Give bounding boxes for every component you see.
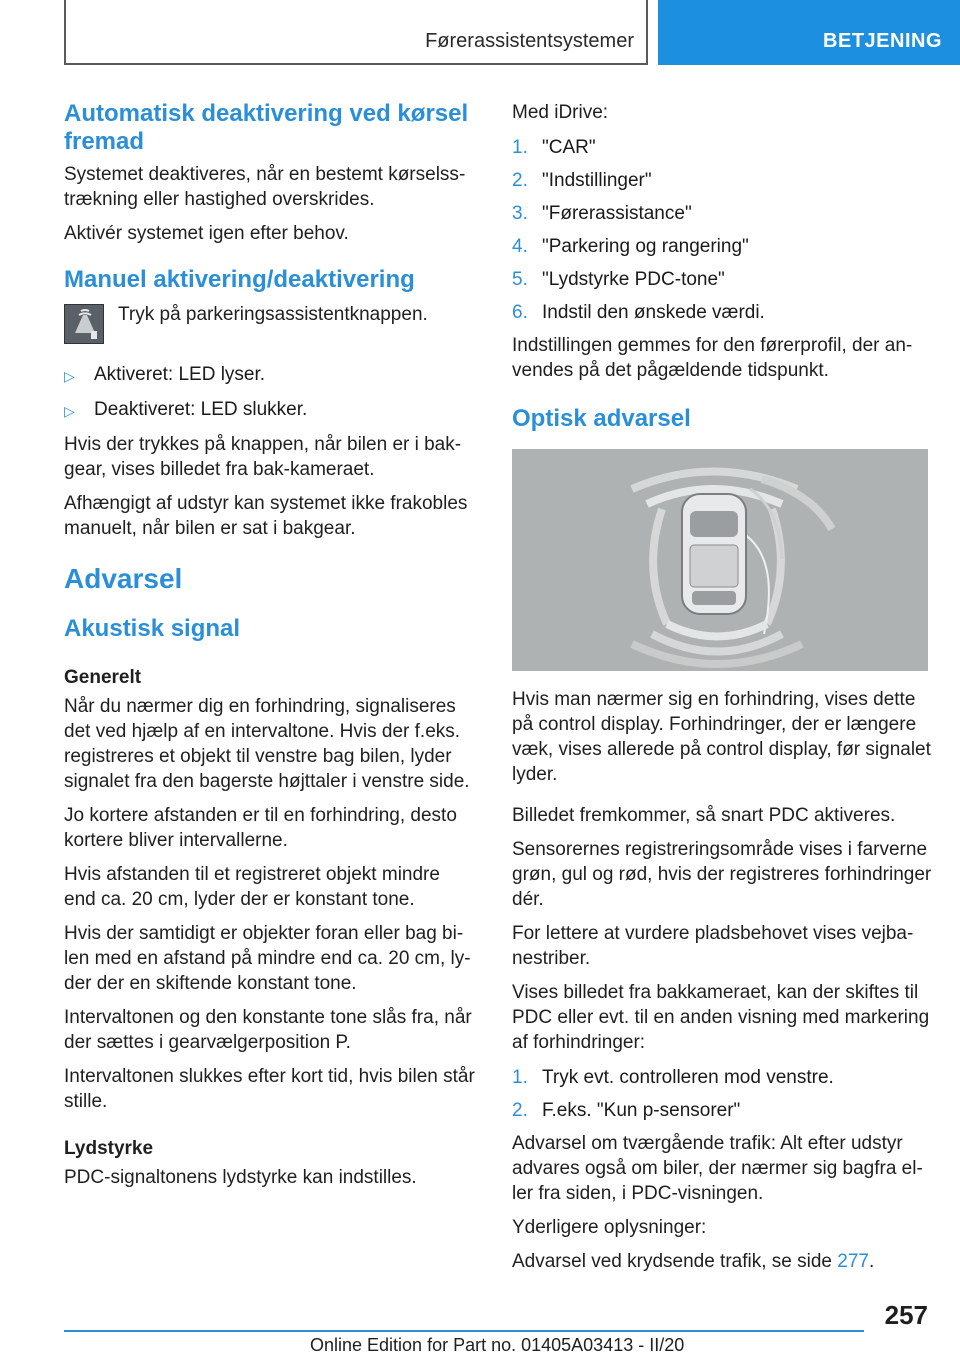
- list-item: ▷ Deaktiveret: LED slukker.: [64, 397, 476, 424]
- page-number: 257: [884, 1300, 928, 1330]
- paragraph: Vises billedet fra bakkameraet, kan der skiftes til PDC eller evt. til en anden visning med markering af forhindringer:: [512, 982, 930, 1053]
- paragraph: Aktivér systemet igen efter behov.: [64, 223, 349, 244]
- right-column: [512, 100, 932, 1283]
- list-item: 1. "CAR": [512, 137, 596, 158]
- heading-warning: Advarsel: [64, 563, 183, 594]
- paragraph: For lettere at vurdere pladsbehovet vises vejbanestriber.: [512, 923, 914, 969]
- paragraph: Intervaltonen og den konstante tone slås fra, når der sættes i gearvælgerposition P.: [64, 1007, 472, 1053]
- paragraph: Intervaltonen slukkes efter kort tid, hvis bilen står stille.: [64, 1066, 475, 1112]
- camera-switch-steps: [512, 1065, 932, 1123]
- list-item: 2. "Indstillinger": [512, 170, 652, 191]
- list-item: 6. Indstil den ønskede værdi.: [512, 302, 765, 323]
- chapter-title: Førerassistentsystemer: [425, 30, 634, 52]
- triangle-bullet-icon: ▷: [64, 368, 75, 384]
- paragraph: Afhængigt af udstyr kan systemet ikke frakobles manuelt, når bilen er sat i bakgear.: [64, 493, 468, 539]
- paragraph: Jo kortere afstanden er til en forhindring, desto kortere bliver intervallerne.: [64, 805, 457, 851]
- heading-auto-deactivation: Automatisk deaktivering ved kørsel fremad: [64, 100, 469, 155]
- heading-acoustic-signal: Akustisk signal: [64, 615, 241, 642]
- paragraph: Systemet deaktiveres, når en bestemt kørselsstrækning eller hastighed overskrides.: [64, 164, 466, 210]
- paragraph: Hvis afstanden til et registreret objekt mindre end ca. 20 cm, lyder der er konstant tone.: [64, 864, 440, 910]
- paragraph: Med iDrive:: [512, 102, 609, 123]
- button-instruction: Tryk på parkeringsassistentknappen.: [118, 304, 428, 325]
- page-link[interactable]: 277: [837, 1251, 869, 1272]
- list-item: 3. "Førerassistance": [512, 203, 692, 224]
- list-item: 1. Tryk evt. controlleren mod venstre.: [512, 1067, 834, 1088]
- paragraph: Når du nærmer dig en forhindring, signaliseres det ved hjælp af en intervaltone. Hvis der f.eks. registreres et objekt til venstre bag bilen, lyder signalet fra den bagerste højttaler i venstre side.: [64, 696, 470, 792]
- parking-assistant-button-icon: [64, 304, 104, 344]
- triangle-bullet-icon: ▷: [64, 403, 75, 419]
- heading-volume: Lydstyrke: [64, 1138, 154, 1159]
- list-item: 5. "Lydstyrke PDC-tone": [512, 269, 725, 290]
- paragraph: Yderligere oplysninger:: [512, 1217, 707, 1238]
- heading-general: Generelt: [64, 667, 142, 688]
- led-status-list: [64, 362, 476, 424]
- paragraph: Billedet fremkommer, så snart PDC aktiveres.: [512, 805, 896, 826]
- idrive-steps: [512, 135, 932, 325]
- heading-manual-activation: Manuel aktivering/deaktivering: [64, 266, 415, 293]
- paragraph: Advarsel om tværgående trafik: Alt efter udstyr advares også om biler, der nærmer sig bagfra eller fra siden, i PDC-visningen.: [512, 1133, 923, 1204]
- list-item: 4. "Parkering og rangering": [512, 236, 749, 257]
- paragraph: Hvis der trykkes på knappen, når bilen er i bakgear, vises billedet fra bak-kameraet.: [64, 434, 462, 480]
- paragraph: Indstillingen gemmes for den førerprofil, der anvendes på det pågældende tidspunkt.: [512, 335, 913, 381]
- list-item: ▷ Aktiveret: LED lyser.: [64, 362, 476, 389]
- list-item: 2. F.eks. "Kun p-sensorer": [512, 1100, 741, 1121]
- footer-edition: Online Edition for Part no. 01405A03413 - II/20: [310, 1335, 685, 1355]
- paragraph: Hvis der samtidigt er objekter foran eller bag bilen med en afstand på mindre end ca. 20 cm, lyder der en skiftende konstant tone.: [64, 923, 471, 994]
- header-title-box: [64, 0, 648, 65]
- paragraph: Hvis man nærmer sig en forhindring, vises dette på control display. Forhindringer, der er længere væk, vises allerede på control display, før signalet lyder.: [512, 689, 931, 785]
- left-column: [64, 100, 476, 1199]
- header-section-tab: [658, 0, 960, 65]
- pdc-display-illustration: [512, 449, 928, 671]
- paragraph-cross-reference: Advarsel ved krydsende trafik, se side 277.: [512, 1251, 875, 1272]
- section-title: BETJENING: [823, 30, 942, 52]
- heading-optical-warning: Optisk advarsel: [512, 405, 691, 432]
- paragraph: PDC-signaltonens lydstyrke kan indstilles.: [64, 1167, 417, 1188]
- park-assist-button-row: [64, 302, 476, 344]
- footer-divider: [64, 1330, 864, 1332]
- paragraph: Sensorernes registreringsområde vises i farverne grøn, gul og rød, hvis der registreres forhindringer dér.: [512, 839, 932, 910]
